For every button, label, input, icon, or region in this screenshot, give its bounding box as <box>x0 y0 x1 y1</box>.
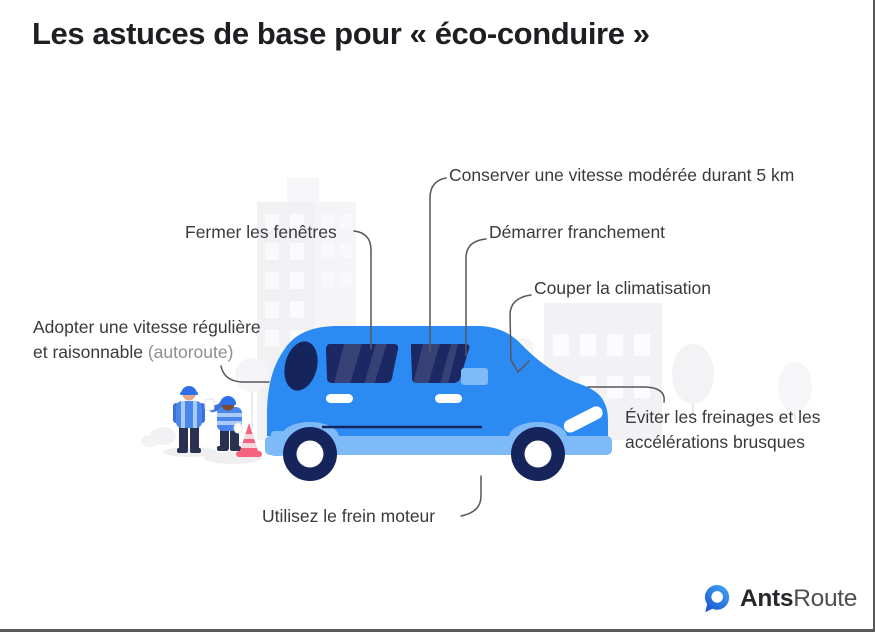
tip-ac-off: Couper la climatisation <box>534 278 712 298</box>
antsroute-logo-icon <box>703 584 731 614</box>
car-wheel-rear-rim <box>297 441 324 468</box>
page-title: Les astuces de base pour « éco-conduire » <box>32 16 650 51</box>
antsroute-logo <box>703 584 857 614</box>
brand-name: AntsRoute <box>740 585 858 612</box>
tree-icon <box>672 344 714 414</box>
tip-start-briskly: Démarrer franchement <box>489 222 666 242</box>
tip-steady-speed: Adopter une vitesse régulière et raisonnable (autoroute) <box>33 317 261 362</box>
tip-note: (autoroute) <box>147 342 234 362</box>
tip-avoid-braking: Éviter les freinages et les accélérations brusques <box>625 407 821 452</box>
car-mirror <box>461 368 488 385</box>
tip-close-windows: Fermer les fenêtres <box>185 222 337 242</box>
tip-moderate-speed: Conserver une vitesse modérée durant 5 km <box>449 165 795 185</box>
car-wheel-front-rim <box>525 441 552 468</box>
car-door-handle-front <box>435 394 462 403</box>
worker-figure-right <box>205 396 242 451</box>
car-door-handle-rear <box>326 394 353 403</box>
connector-moderate-speed <box>430 178 446 351</box>
bush-icon <box>141 435 159 447</box>
tip-engine-brake: Utilisez le frein moteur <box>262 506 436 526</box>
connector-engine-brake <box>461 476 481 516</box>
clipboard-icon <box>205 399 214 410</box>
rear-bumper-step <box>271 431 284 456</box>
worker-figure-left <box>173 386 205 453</box>
